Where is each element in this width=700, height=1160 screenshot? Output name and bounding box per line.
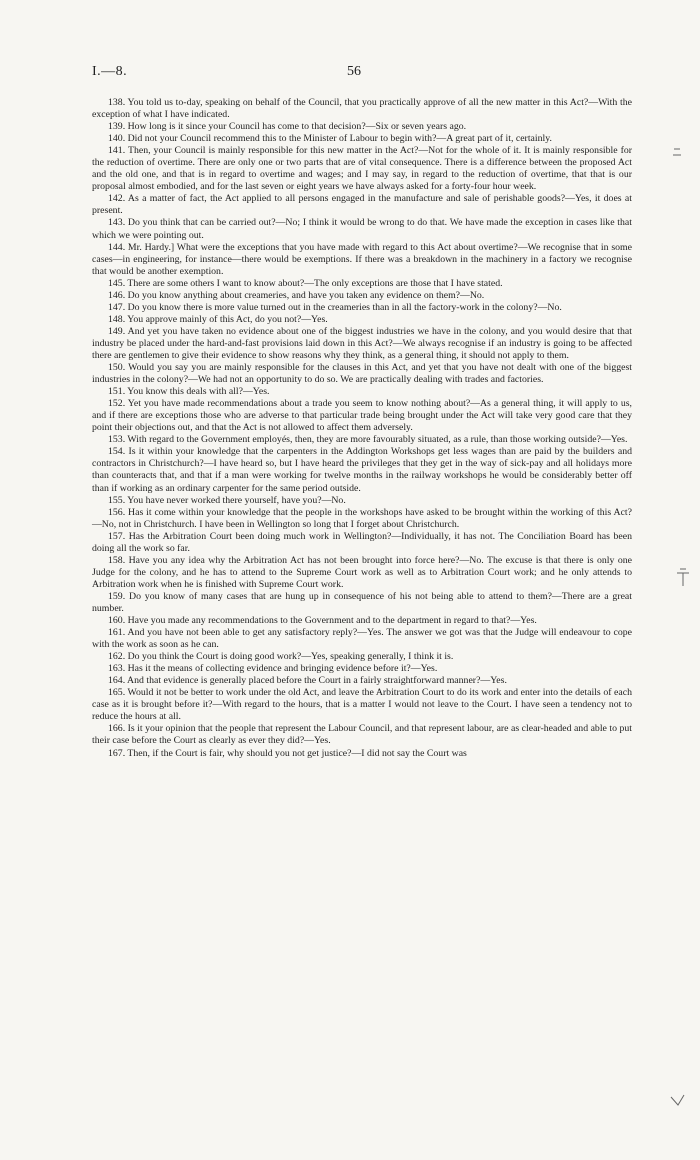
paragraph: 148. You approve mainly of this Act, do you not?—Yes. [108,313,328,325]
paragraph: 143. Do you think that can be carried out?—No; I think it would be wrong to do that. We have made the exception in cases like that which we were pointing out. [92,217,632,241]
paragraph: 154. Is it within your knowledge that the carpenters in the Addington Workshops get less wages than are paid by the builders and contractors in Christchurch?—I have heard so, but I have heard the privileges that they get in the way of sick-pay and all holidays more than counteracts that, and that if a man were working for twelve months in the railway workshops he would be considerably better off than if working as an ordinary carpenter for the same period outside. [92,446,632,494]
paragraph: 151. You know this deals with all?—Yes. [108,386,270,398]
paragraph: 140. Did not your Council recommend this to the Minister of Labour to begin with?—A great part of it, certainly. [108,133,552,145]
paragraph: 149. And yet you have taken no evidence about one of the biggest industries we have in the colony, and you would desire that that industry be placed under the hard-and-fast provisions laid down in this Act?—We always recognise if an industry is going to be affected there are gentlemen to give their evidence to show reasons why they think, as a general thing, it should not apply to them. [92,325,632,361]
page-header [92,64,632,84]
paragraph: 165. Would it not be better to work under the old Act, and leave the Arbitration Court to do its work and enter into the details of each case as it is brought before it?—With regard to the hours, that is a matter I would not leave to the Court. I have seen a tendency not to reduce the hours at all. [92,687,632,723]
paragraph: 158. Have you any idea why the Arbitration Act has not been brought into force here?—No. The excuse is that there is only one Judge for the colony, and he has to attend to the Supreme Court work as well as to Arbitration Court work; and he only attends to Arbitration work when he is finished with Supreme Court work. [92,554,632,590]
paragraph: 164. And that evidence is generally placed before the Court in a fairly straightforward manner?—Yes. [108,675,507,687]
paragraph: 138. You told us to-day, speaking on behalf of the Council, that you practically approve of all the new matter in this Act?—With the exception of what I have indicated. [92,97,632,121]
paragraph: 147. Do you know there is more value turned out in the creameries than in all the factory-work in the colony?—No. [108,301,562,313]
paragraph: 160. Have you made any recommendations to the Government and to the department in regard to that?—Yes. [108,615,537,627]
paragraph: 139. How long is it since your Council has come to that decision?—Six or seven years ago. [108,121,467,133]
paragraph: 157. Has the Arbitration Court been doing much work in Wellington?—Individually, it has not. The Conciliation Board has been doing all the work so far. [92,530,632,554]
paragraph: 163. Has it the means of collecting evidence and bringing evidence before it?—Yes. [108,663,438,675]
paragraph: 156. Has it come within your knowledge that the people in the workshops have asked to be brought within the working of this Act?—No, not in Christchurch. I have been in Wellington so long that I forget about Christchurch. [92,506,632,530]
scan-mark-icon [676,566,690,588]
body-text [92,97,632,760]
margin-mark [676,566,690,591]
paragraph: 155. You have never worked there yourself, have you?—No. [108,494,346,506]
paragraph: 159. Do you know of many cases that are hung up in consequence of his not being able to attend to them?—There are a great number. [92,590,632,614]
paragraph: 150. Would you say you are mainly responsible for the clauses in this Act, and yet that you have not dealt with one of the biggest industries in the colony?—We had not an opportunity to do so. We are practically dealing with trades and factories. [92,362,632,386]
page-number: 56 [347,64,361,79]
paragraph: 142. As a matter of fact, the Act applied to all persons engaged in the manufacture and sale of perishable goods?—Yes, it does at present. [92,193,632,217]
paragraph: 152. Yet you have made recommendations about a trade you seem to know nothing about?—As a general thing, it will apply to us, and if there are exceptions those who are adverse to that particular trade being brought under the Act will take very good care that they point their objections out, and that the Act is not allowed to affect them adversely. [92,398,632,434]
paragraph: 144. Mr. Hardy.] What were the exceptions that you have made with regard to this Act about overtime?—We recognise that in some cases—in engineering, for instance—there would be exemptions. If there was a breakdown in the machinery in a factory we recognise that would be another exemption. [92,241,632,277]
margin-mark [670,1094,686,1111]
paragraph: 146. Do you know anything about creameries, and have you taken any evidence on them?—No. [108,289,485,301]
paragraph: 166. Is it your opinion that the people that represent the Labour Council, and that represent labour, are as clear-headed and able to put their case before the Court as clearly as ever they did?—Yes. [92,723,632,747]
paragraph: 141. Then, your Council is mainly responsible for this new matter in the Act?—Not for the whole of it. It is mainly responsible for the reduction of overtime. There are only one or two parts that are of vital consequence. There is a difference between the proposed Act and the old one, and that is in regard to overtime and wages; and I may say, in regard to the reduction of overtime, that that is our proposal almost embodied, and for the last seven or eight years we have always asked for a forty-four hour week. [92,145,632,193]
paragraph: 167. Then, if the Court is fair, why should you not get justice?—I did not say the Court was [108,747,467,759]
paper-reference: I.—8. [92,64,128,79]
margin-mark [672,146,682,163]
paragraph: 162. Do you think the Court is doing good work?—Yes, speaking generally, I think it is. [108,651,454,663]
paragraph: 161. And you have not been able to get any satisfactory reply?—Yes. The answer we got was that the Judge will endeavour to cope with the work as soon as he can. [92,627,632,651]
scan-mark-icon [672,146,682,160]
scan-mark-icon [670,1094,686,1108]
paragraph: 145. There are some others I want to know about?—The only exceptions are those that I have stated. [108,277,503,289]
paragraph: 153. With regard to the Government employés, then, they are more favourably situated, as a rule, than those working outside?—Yes. [108,434,628,446]
